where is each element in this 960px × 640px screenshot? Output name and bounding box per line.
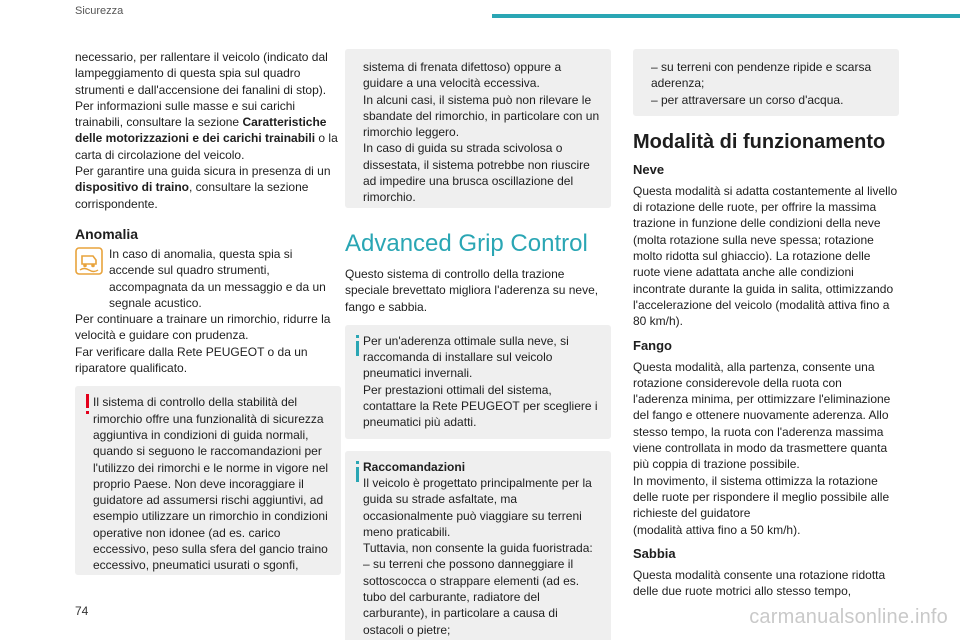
bold-text: dispositivo di traino: [75, 180, 190, 195]
paragraph: In movimento, il sistema ottimizza la rotazione delle ruote per rispondere il meglio possibile alle richieste del guidatore: [633, 473, 890, 521]
paragraph: necessario, per rallentare il veicolo (indicato dal lampeggiamento di questa spia sul quadro strumenti e dall'accensione dei fanalini di stop).: [75, 50, 328, 97]
text: o la carta di circolazione del veicolo.: [75, 131, 338, 162]
info-box-recommendations: [345, 451, 611, 640]
header-section-title: Sicurezza: [75, 5, 124, 17]
info-box-tyres: [345, 325, 611, 439]
text: Per informazioni sulle masse e sui carichi trainabili, consultare la sezione: [75, 98, 296, 130]
info-box-continued: [633, 49, 899, 116]
paragraph: Far verificare dalla Rete PEUGEOT o da un riparatore qualificato.: [75, 344, 308, 376]
column-left: [75, 49, 341, 575]
paragraph: [75, 98, 341, 163]
warning-box: [75, 386, 341, 575]
paragraph: sistema di frenata difettoso) oppure a guidare a una velocità eccessiva.: [363, 60, 562, 91]
anomaly-block: [75, 246, 341, 311]
modes-title: Modalità di funzionamento: [633, 130, 886, 153]
paragraph: In caso di guida su strada scivolosa o dissestata, il sistema potrebbe non riuscire ad impedire una brusca oscillazione del rimorchio.: [363, 141, 590, 205]
list-item: – su terreni con pendenze ripide e scarsa aderenza;: [651, 60, 872, 91]
warning-box-continued: [345, 49, 611, 208]
paragraph: (modalità attiva fino a 50 km/h).: [633, 522, 801, 537]
sand-heading: Sabbia: [633, 545, 676, 561]
anomaly-text: In caso di anomalia, questa spia si accende sul quadro strumenti, accompagnata da un messaggio e da un segnale acustico.: [109, 246, 326, 310]
warning-text: Il sistema di controllo della stabilità del rimorchio offre una funzionalità di sicurezza aggiuntiva in condizioni di guida normali, quando si seguono le raccomandazioni per l'utilizzo dei rimorchi e le norme in vigore nel proprio Paese. Non deve incoraggiare il guidatore ad assumersi rischi aggiuntivi, ad esempio utilizzare un rimorchio in condizioni operative non idonee (ad es. carico eccessivo, peso sulla sfera del gancio traino eccessivo, pneumatici usurati o sgonfi,: [93, 395, 329, 573]
paragraph: Tuttavia, non consente la guida fuoristrada:: [363, 541, 593, 556]
trailer-warning-icon: [75, 247, 103, 275]
paragraph: [75, 163, 341, 212]
paragraph: Il veicolo è progettato principalmente per la guida su strade asfaltate, ma occasionalmente può viaggiare su terreni meno praticabili.: [363, 475, 592, 539]
page-number: 74: [75, 604, 89, 618]
info-icon: [354, 461, 360, 483]
info-title: Raccomandazioni: [363, 459, 466, 474]
header-accent-bar: [492, 14, 960, 18]
section-title: Advanced Grip Control: [345, 230, 588, 257]
intro-text: Questo sistema di controllo della trazione speciale brevettato migliora l'aderenza su neve, fango e sabbia.: [345, 267, 599, 314]
paragraph: Per un'aderenza ottimale sulla neve, si raccomanda di installare sul veicolo pneumatici invernali.: [363, 333, 569, 381]
column-right: [633, 49, 899, 599]
watermark: carmanualsonline.info: [749, 606, 948, 628]
text: , consultare la sezione corrispondente.: [75, 180, 309, 211]
bold-text: Caratteristiche delle motorizzazioni e dei carichi trainabili: [75, 115, 327, 146]
paragraph: Per prestazioni ottimali del sistema, contattare la Rete PEUGEOT per scegliere i pneumatici più adatti.: [363, 382, 598, 430]
column-middle: [345, 49, 611, 640]
mud-heading: Fango: [633, 337, 672, 353]
sand-text: Questa modalità consente una rotazione ridotta delle due ruote motrici allo stesso tempo,: [633, 567, 886, 599]
snow-heading: Neve: [633, 161, 665, 177]
exclamation-icon: [84, 394, 90, 416]
list-item: – su terreni che possono danneggiare il sottoscocca o strappare elementi (ad es. tubo del carburante, radiatore del carburante), in particolare a causa di ostacoli o pietre;: [363, 557, 580, 637]
list-item: – per attraversare un corso d'acqua.: [651, 92, 844, 107]
paragraph: Questa modalità, alla partenza, consente una rotazione considerevole della ruota con l'aderenza minima, per ottimizzare l'eliminazione del fango e ottenere nuovamente aderenza. Allo stesso tempo, la ruota con l'aderenza massima viene controllata in modo da trasmettere quanta più coppia di trazione possibile.: [633, 359, 891, 472]
text: Per garantire una guida sicura in presenza di un: [75, 164, 331, 179]
snow-text: Questa modalità si adatta costantemente al livello di rotazione delle ruote, per offrire la massima trazione in funzione delle condizioni della neve (molta rotazione sulla neve spessa; rotazione molto ridotta sul ghiaccio). La rotazione delle ruote viene adattata anche alle condizioni incontrate durante la guida in salita, ottimizzando l'accelerazione del veicolo (modalità attiva fino a 80 km/h).: [633, 183, 898, 329]
anomaly-heading: Anomalia: [75, 225, 139, 242]
paragraph: Per continuare a trainare un rimorchio, ridurre la velocità e guidare con prudenza.: [75, 312, 331, 343]
paragraph: In alcuni casi, il sistema può non rilevare le sbandate del rimorchio, in particolare con un rimorchio leggero.: [363, 92, 600, 140]
info-icon: [354, 335, 360, 357]
